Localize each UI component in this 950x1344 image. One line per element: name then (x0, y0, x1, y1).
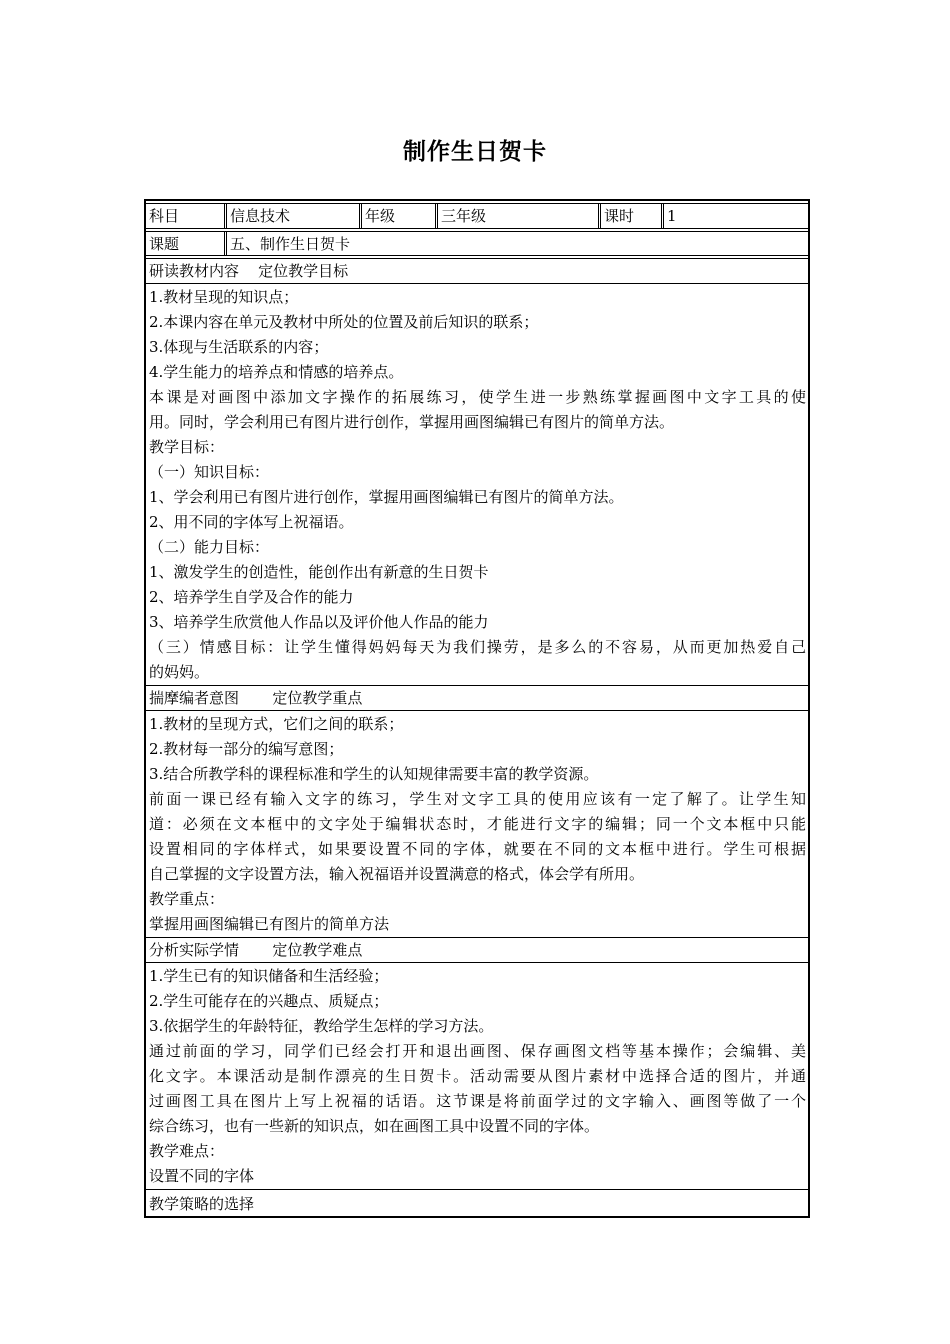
section-title: 分析实际学情 定位教学难点 (149, 941, 363, 959)
text-line: 道：必须在文本框中的文字处于编辑状态时，才能进行文字的编辑；同一个文本框中只能 (149, 815, 806, 833)
text-line: 教学重点： (149, 890, 225, 908)
text-line: 通过前面的学习，同学们已经会打开和退出画图、保存画图文档等基本操作；会编辑、美 (149, 1042, 806, 1060)
text-line: 1、学会利用已有图片进行创作，掌握用画图编辑已有图片的简单方法。 (149, 488, 624, 506)
text-line: 教学难点： (149, 1142, 225, 1160)
text-line: 3.结合所教学科的课程标准和学生的认知规律需要丰富的教学资源。 (149, 765, 599, 783)
section-header (146, 1189, 808, 1216)
section-header (146, 937, 808, 963)
text-line: 2、用不同的字体写上祝福语。 (149, 513, 354, 531)
section-title: 研读教材内容 定位教学目标 (149, 262, 349, 280)
text-line: 2、培养学生自学及合作的能力 (149, 588, 354, 606)
text-line: 3、培养学生欣赏他人作品以及评价他人作品的能力 (149, 613, 489, 631)
text-line: 1.教材的呈现方式，它们之间的联系； (149, 715, 404, 733)
text-line: 的妈妈。 (149, 663, 210, 681)
text-line: 2.教材每一部分的编写意图； (149, 740, 344, 758)
text-line: 1.教材呈现的知识点； (149, 288, 299, 306)
section-body (146, 712, 808, 937)
text-line: （三）情感目标：让学生懂得妈妈每天为我们操劳，是多么的不容易，从而更加热爱自己 (149, 638, 806, 656)
text-line: 1.学生已有的知识储备和生活经验； (149, 967, 389, 985)
text-line: 过画图工具在图片上写上祝福的话语。这节课是将前面学过的文字输入、画图等做了一个 (149, 1092, 806, 1110)
topic-label: 课题 (149, 235, 180, 253)
text-line: 前面一课已经有输入文字的练习，学生对文字工具的使用应该有一定了解了。让学生知 (149, 790, 806, 808)
text-line: 化文字。本课活动是制作漂亮的生日贺卡。活动需要从图片素材中选择合适的图片，并通 (149, 1067, 806, 1085)
lesson-plan-table (144, 199, 810, 1218)
document-title: 制作生日贺卡 (403, 139, 547, 165)
section-body (146, 285, 808, 685)
grade-label: 年级 (365, 207, 396, 225)
text-line: 设置不同的字体 (149, 1167, 255, 1185)
topic-row (146, 231, 808, 256)
period-label: 课时 (604, 207, 635, 225)
period-value: 1 (667, 207, 677, 225)
text-line: 本课是对画图中添加文字操作的拓展练习，使学生进一步熟练掌握画图中文字工具的使 (149, 388, 806, 406)
subject-label: 科目 (149, 207, 180, 225)
text-line: 设置相同的字体样式，如果要设置不同的字体，就要在不同的文本框中进行。学生可根据 (149, 840, 806, 858)
text-line: 4.学生能力的培养点和情感的培养点。 (149, 363, 404, 381)
text-line: 3.体现与生活联系的内容； (149, 338, 329, 356)
text-line: （二）能力目标： (149, 538, 270, 556)
section-title: 教学策略的选择 (149, 1195, 255, 1213)
info-row (146, 203, 808, 229)
text-line: 用。同时，学会利用已有图片进行创作，掌握用画图编辑已有图片的简单方法。 (149, 413, 675, 431)
text-line: 综合练习，也有一些新的知识点，如在画图工具中设置不同的字体。 (149, 1117, 600, 1135)
text-line: 3.依据学生的年龄特征，教给学生怎样的学习方法。 (149, 1017, 494, 1035)
text-line: 自己掌握的文字设置方法，输入祝福语并设置满意的格式，体会学有所用。 (149, 865, 645, 883)
text-line: 2.本课内容在单元及教材中所处的位置及前后知识的联系； (149, 313, 539, 331)
text-line: 1、激发学生的创造性，能创作出有新意的生日贺卡 (149, 563, 489, 581)
section-title: 揣摩编者意图 定位教学重点 (149, 689, 363, 707)
grade-value: 三年级 (441, 207, 487, 225)
text-line: （一）知识目标： (149, 463, 270, 481)
section-header (146, 685, 808, 711)
text-line: 2.学生可能存在的兴趣点、质疑点； (149, 992, 389, 1010)
text-line: 掌握用画图编辑已有图片的简单方法 (149, 915, 390, 933)
text-line: 教学目标： (149, 438, 225, 456)
subject-value: 信息技术 (230, 207, 291, 225)
section-body (146, 964, 808, 1189)
topic-value: 五、制作生日贺卡 (230, 235, 351, 253)
section-header (146, 258, 808, 284)
